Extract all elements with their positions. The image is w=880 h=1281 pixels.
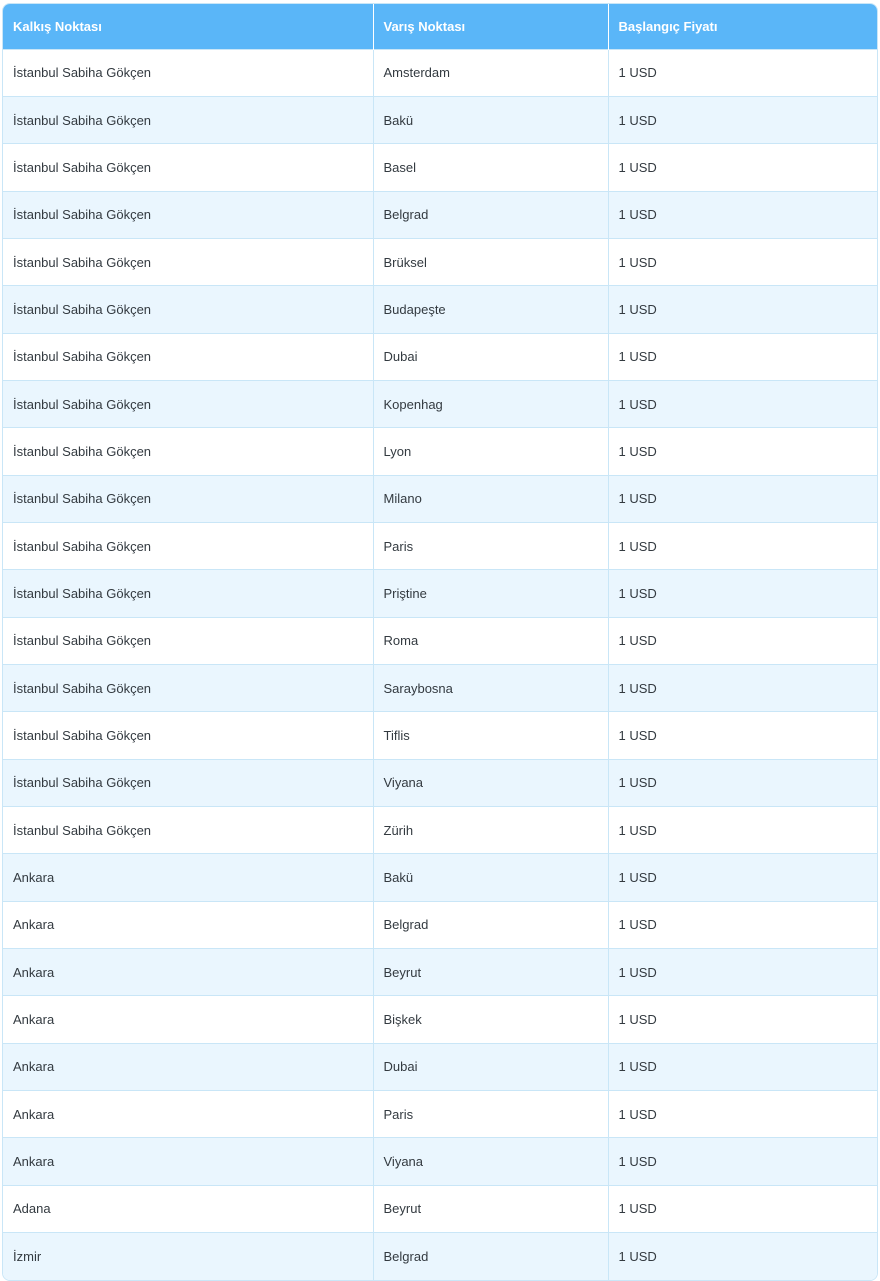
- arrival-cell: Priştine: [373, 570, 608, 617]
- arrival-cell: Amsterdam: [373, 49, 608, 96]
- arrival-cell: Basel: [373, 144, 608, 191]
- table-row: [3, 1185, 877, 1232]
- table-row: [3, 1138, 877, 1185]
- departure-cell: Ankara: [3, 1043, 373, 1090]
- departure-cell: İstanbul Sabiha Gökçen: [3, 759, 373, 806]
- price-cell: 1 USD: [608, 286, 877, 333]
- departure-cell: İstanbul Sabiha Gökçen: [3, 191, 373, 238]
- departure-cell: Ankara: [3, 1091, 373, 1138]
- table-row: [3, 854, 877, 901]
- arrival-cell: Beyrut: [373, 1185, 608, 1232]
- price-cell: 1 USD: [608, 333, 877, 380]
- price-cell: 1 USD: [608, 807, 877, 854]
- departure-cell: İstanbul Sabiha Gökçen: [3, 617, 373, 664]
- table-row: [3, 664, 877, 711]
- arrival-cell: Lyon: [373, 428, 608, 475]
- table-body: [3, 49, 877, 1280]
- arrival-cell: Dubai: [373, 1043, 608, 1090]
- table-row: [3, 428, 877, 475]
- table-row: [3, 1233, 877, 1280]
- price-cell: 1 USD: [608, 49, 877, 96]
- arrival-cell: Bakü: [373, 96, 608, 143]
- price-cell: 1 USD: [608, 1185, 877, 1232]
- table-row: [3, 49, 877, 96]
- departure-cell: İstanbul Sabiha Gökçen: [3, 49, 373, 96]
- price-cell: 1 USD: [608, 1043, 877, 1090]
- departure-cell: Ankara: [3, 949, 373, 996]
- table-row: [3, 712, 877, 759]
- departure-cell: İstanbul Sabiha Gökçen: [3, 96, 373, 143]
- price-cell: 1 USD: [608, 712, 877, 759]
- arrival-cell: Belgrad: [373, 1233, 608, 1280]
- departure-cell: Ankara: [3, 854, 373, 901]
- departure-cell: Adana: [3, 1185, 373, 1232]
- table-row: [3, 144, 877, 191]
- price-cell: 1 USD: [608, 664, 877, 711]
- table-row: [3, 901, 877, 948]
- price-cell: 1 USD: [608, 144, 877, 191]
- departure-cell: İstanbul Sabiha Gökçen: [3, 238, 373, 285]
- table-row: [3, 1043, 877, 1090]
- arrival-cell: Viyana: [373, 1138, 608, 1185]
- arrival-cell: Paris: [373, 1091, 608, 1138]
- departure-cell: İstanbul Sabiha Gökçen: [3, 712, 373, 759]
- table-row: [3, 333, 877, 380]
- departure-cell: Ankara: [3, 996, 373, 1043]
- price-cell: 1 USD: [608, 1091, 877, 1138]
- table-row: [3, 996, 877, 1043]
- price-cell: 1 USD: [608, 475, 877, 522]
- column-header-price: Başlangıç Fiyatı: [608, 4, 877, 49]
- price-cell: 1 USD: [608, 570, 877, 617]
- column-header-departure: Kalkış Noktası: [3, 4, 373, 49]
- departure-cell: İstanbul Sabiha Gökçen: [3, 807, 373, 854]
- arrival-cell: Saraybosna: [373, 664, 608, 711]
- departure-cell: İstanbul Sabiha Gökçen: [3, 475, 373, 522]
- arrival-cell: Bakü: [373, 854, 608, 901]
- price-cell: 1 USD: [608, 996, 877, 1043]
- price-cell: 1 USD: [608, 238, 877, 285]
- price-cell: 1 USD: [608, 1138, 877, 1185]
- table-row: [3, 380, 877, 427]
- departure-cell: Ankara: [3, 901, 373, 948]
- table-row: [3, 570, 877, 617]
- price-cell: 1 USD: [608, 949, 877, 996]
- column-header-arrival: Varış Noktası: [373, 4, 608, 49]
- departure-cell: İstanbul Sabiha Gökçen: [3, 664, 373, 711]
- table-row: [3, 759, 877, 806]
- arrival-cell: Dubai: [373, 333, 608, 380]
- table-header: [3, 4, 877, 49]
- arrival-cell: Zürih: [373, 807, 608, 854]
- departure-cell: İstanbul Sabiha Gökçen: [3, 333, 373, 380]
- price-cell: 1 USD: [608, 617, 877, 664]
- arrival-cell: Brüksel: [373, 238, 608, 285]
- departure-cell: İstanbul Sabiha Gökçen: [3, 522, 373, 569]
- arrival-cell: Belgrad: [373, 901, 608, 948]
- arrival-cell: Belgrad: [373, 191, 608, 238]
- price-cell: 1 USD: [608, 191, 877, 238]
- arrival-cell: Tiflis: [373, 712, 608, 759]
- departure-cell: İstanbul Sabiha Gökçen: [3, 428, 373, 475]
- price-cell: 1 USD: [608, 428, 877, 475]
- arrival-cell: Paris: [373, 522, 608, 569]
- table-row: [3, 238, 877, 285]
- price-cell: 1 USD: [608, 380, 877, 427]
- arrival-cell: Viyana: [373, 759, 608, 806]
- price-cell: 1 USD: [608, 854, 877, 901]
- price-cell: 1 USD: [608, 759, 877, 806]
- arrival-cell: Milano: [373, 475, 608, 522]
- table-row: [3, 807, 877, 854]
- price-cell: 1 USD: [608, 1233, 877, 1280]
- table-row: [3, 522, 877, 569]
- price-cell: 1 USD: [608, 901, 877, 948]
- table-row: [3, 617, 877, 664]
- departure-cell: İstanbul Sabiha Gökçen: [3, 286, 373, 333]
- arrival-cell: Budapeşte: [373, 286, 608, 333]
- arrival-cell: Roma: [373, 617, 608, 664]
- price-cell: 1 USD: [608, 522, 877, 569]
- departure-cell: İstanbul Sabiha Gökçen: [3, 570, 373, 617]
- table-row: [3, 1091, 877, 1138]
- flight-price-table: [3, 4, 877, 1280]
- departure-cell: İstanbul Sabiha Gökçen: [3, 380, 373, 427]
- table-row: [3, 475, 877, 522]
- table-row: [3, 191, 877, 238]
- departure-cell: Ankara: [3, 1138, 373, 1185]
- arrival-cell: Kopenhag: [373, 380, 608, 427]
- departure-cell: İzmir: [3, 1233, 373, 1280]
- table-row: [3, 286, 877, 333]
- price-cell: 1 USD: [608, 96, 877, 143]
- table-row: [3, 96, 877, 143]
- arrival-cell: Bişkek: [373, 996, 608, 1043]
- table-row: [3, 949, 877, 996]
- arrival-cell: Beyrut: [373, 949, 608, 996]
- table-header-row: [3, 4, 877, 49]
- flight-price-table-container: [2, 3, 878, 1281]
- departure-cell: İstanbul Sabiha Gökçen: [3, 144, 373, 191]
